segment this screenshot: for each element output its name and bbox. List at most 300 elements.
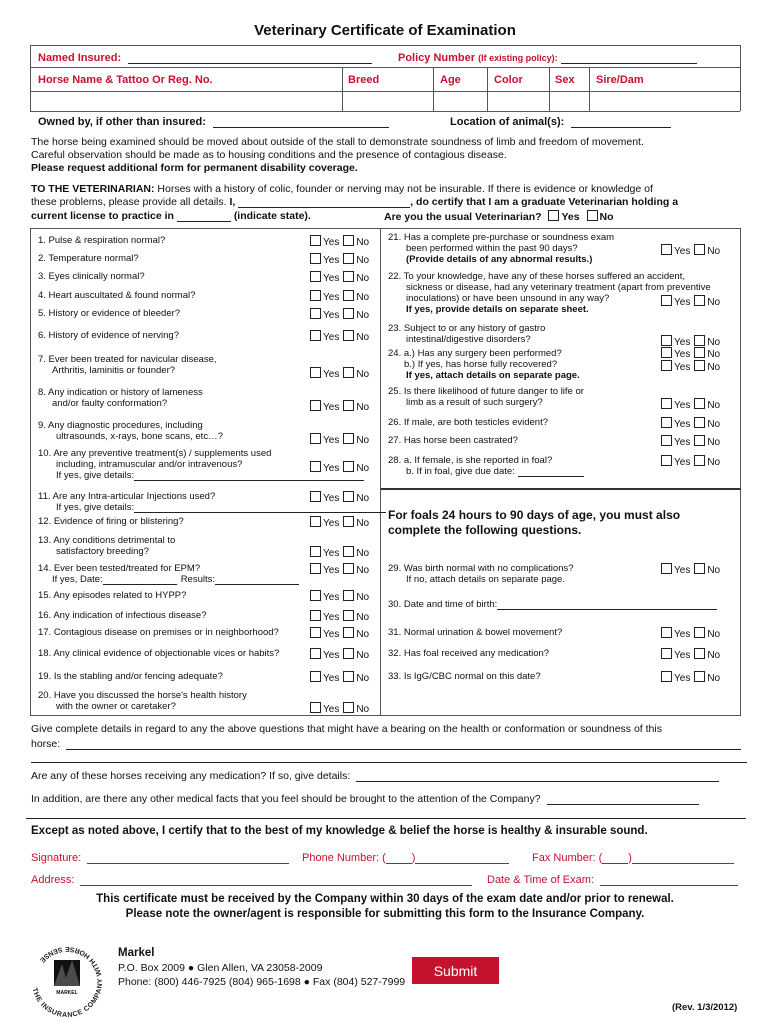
foals-heading-line-2: complete the following questions. xyxy=(388,523,582,537)
q24a-yes-no xyxy=(661,347,720,360)
details-line-1: Give complete details in regard to any the above questions that might have a bearing on the health or conformation or soundness of this xyxy=(31,723,662,735)
no-label: No xyxy=(707,565,721,576)
certify-divider xyxy=(26,818,746,819)
q23-yes-checkbox[interactable] xyxy=(661,335,672,346)
q7-yes-checkbox[interactable] xyxy=(310,367,321,378)
col-age: Age xyxy=(440,74,461,86)
table-row-divider xyxy=(30,91,740,92)
q31-no-checkbox[interactable] xyxy=(694,627,705,638)
address-line xyxy=(80,885,472,886)
q13-yes-no xyxy=(310,546,369,559)
yes-label: Yes xyxy=(323,292,340,303)
table-row-divider xyxy=(30,67,740,68)
policy-number-line xyxy=(561,63,697,64)
grid-border-top xyxy=(30,228,741,229)
table-border-bottom xyxy=(30,111,740,112)
q15-yes-no xyxy=(310,590,369,603)
yes-label: Yes xyxy=(323,704,340,715)
question-24-line-3: If yes, attach details on separate page. xyxy=(406,370,580,381)
q28-yes-no xyxy=(661,455,720,468)
yes-label: Yes xyxy=(323,592,340,603)
q21-no-checkbox[interactable] xyxy=(694,244,705,255)
question-7-line-2: Arthritis, laminitis or founder? xyxy=(52,365,176,376)
q17-no-checkbox[interactable] xyxy=(343,627,354,638)
q12-yes-checkbox[interactable] xyxy=(310,516,321,527)
other-facts-field[interactable] xyxy=(31,793,699,805)
q29-no-checkbox[interactable] xyxy=(694,563,705,574)
no-label: No xyxy=(599,211,614,223)
q32-no-checkbox[interactable] xyxy=(694,648,705,659)
q18-yes-no xyxy=(310,648,369,661)
q24b-yes-checkbox[interactable] xyxy=(661,360,672,371)
yes-label: Yes xyxy=(323,369,340,380)
no-label: No xyxy=(356,402,370,413)
q5-yes-no xyxy=(310,308,369,321)
certify-statement: Except as noted above, I certify that to the best of my knowledge & belief the horse is healthy & insurable sound. xyxy=(31,825,648,837)
col-breed: Breed xyxy=(348,74,380,86)
question-8-line-1: 8. Any indication or history of lameness xyxy=(38,387,203,398)
yes-label: Yes xyxy=(323,565,340,576)
yes-label: Yes xyxy=(323,463,340,474)
question-15: 15. Any episodes related to HYPP? xyxy=(38,590,187,601)
col-divider xyxy=(342,67,343,111)
no-label: No xyxy=(356,518,370,529)
question-6: 6. History of evidence of nerving? xyxy=(38,330,179,341)
question-19: 19. Is the stabling and/or fencing adequate? xyxy=(38,671,223,682)
no-label: No xyxy=(707,337,721,348)
q1-yes-no xyxy=(310,235,369,248)
question-9-line-1: 9. Any diagnostic procedures, including xyxy=(38,420,203,431)
company-name: Markel xyxy=(118,947,155,959)
q19-no-checkbox[interactable] xyxy=(343,671,354,682)
no-label: No xyxy=(356,493,370,504)
q8-yes-checkbox[interactable] xyxy=(310,400,321,411)
q27-no-checkbox[interactable] xyxy=(694,435,705,446)
question-28-line-1: 28. a. If female, is she reported in foal? xyxy=(388,455,553,466)
q4-yes-checkbox[interactable] xyxy=(310,290,321,301)
col-horse-name: Horse Name & Tattoo Or Reg. No. xyxy=(38,74,213,86)
signature-field[interactable] xyxy=(31,852,289,864)
usual-vet-no-checkbox[interactable] xyxy=(587,210,598,221)
yes-label: Yes xyxy=(674,629,691,640)
question-27: 27. Has horse been castrated? xyxy=(388,435,518,446)
q2-yes-checkbox[interactable] xyxy=(310,253,321,264)
yes-label: Yes xyxy=(674,419,691,430)
q24b-no-checkbox[interactable] xyxy=(694,360,705,371)
question-13-line-1: 13. Any conditions detrimental to xyxy=(38,535,176,546)
col-divider xyxy=(487,67,488,111)
no-label: No xyxy=(356,310,370,321)
question-3: 3. Eyes clinically normal? xyxy=(38,271,145,282)
q23-no-checkbox[interactable] xyxy=(694,335,705,346)
question-21-line-2: been performed within the past 90 days? xyxy=(406,243,578,254)
q33-yes-checkbox[interactable] xyxy=(661,671,672,682)
q7-yes-no xyxy=(310,367,369,380)
question-13 xyxy=(38,535,175,557)
question-29-line-2: If no, attach details on separate page. xyxy=(406,574,565,585)
q15-no-checkbox[interactable] xyxy=(343,590,354,601)
q9-yes-no xyxy=(310,433,369,446)
yes-label: Yes xyxy=(323,629,340,640)
policy-number-label: Policy Number xyxy=(398,52,476,64)
foals-heading-line-1: For foals 24 hours to 90 days of age, you must also xyxy=(388,508,681,522)
q20-yes-checkbox[interactable] xyxy=(310,702,321,713)
question-21-line-1: 21. Has a complete pre-purchase or soundness exam xyxy=(388,232,615,243)
owned-by-label: Owned by, if other than insured: xyxy=(38,116,206,128)
question-21 xyxy=(388,232,614,265)
question-30-label: 30. Date and time of birth: xyxy=(388,599,498,610)
yes-label: Yes xyxy=(674,349,691,360)
policy-number-field[interactable] xyxy=(398,52,697,64)
yes-label: Yes xyxy=(323,493,340,504)
yes-label: Yes xyxy=(674,297,691,308)
q21-yes-no xyxy=(661,244,720,257)
yes-label: Yes xyxy=(674,437,691,448)
col-divider xyxy=(589,67,590,111)
vet-name-line[interactable] xyxy=(238,207,410,208)
usual-vet-question xyxy=(384,210,614,223)
q9-yes-checkbox[interactable] xyxy=(310,433,321,444)
fax-field[interactable] xyxy=(532,852,734,864)
owned-by-line xyxy=(213,127,389,128)
yes-label: Yes xyxy=(323,548,340,559)
question-7-line-1: 7. Ever been treated for navicular disease, xyxy=(38,354,217,365)
address-label: Address: xyxy=(31,874,75,886)
due-date-line[interactable] xyxy=(518,476,584,477)
q17-yes-no xyxy=(310,627,369,640)
no-label: No xyxy=(707,437,721,448)
q5-yes-checkbox[interactable] xyxy=(310,308,321,319)
no-label: No xyxy=(707,673,721,684)
question-24-line-2: b.) If yes, has horse fully recovered? xyxy=(404,359,558,370)
question-9 xyxy=(38,420,223,442)
q12-no-checkbox[interactable] xyxy=(343,516,354,527)
yes-label: Yes xyxy=(674,565,691,576)
no-label: No xyxy=(707,650,721,661)
intro-line-3: Please request additional form for permanent disability coverage. xyxy=(31,162,358,174)
q24b-yes-no xyxy=(661,360,720,373)
q11-yes-checkbox[interactable] xyxy=(310,491,321,502)
table-border-right xyxy=(740,45,741,111)
q29-yes-checkbox[interactable] xyxy=(661,563,672,574)
birth-date-line[interactable] xyxy=(497,609,717,610)
question-8-line-2: and/or faulty conformation? xyxy=(52,398,168,409)
no-label: No xyxy=(356,673,370,684)
yes-label: Yes xyxy=(323,518,340,529)
yes-label: Yes xyxy=(323,237,340,248)
vet-line-2 xyxy=(31,196,678,208)
yes-label: Yes xyxy=(323,402,340,413)
medication-line xyxy=(356,781,719,782)
question-28-line-2: b. If in foal, give due date: xyxy=(406,466,515,477)
yes-label: Yes xyxy=(323,435,340,446)
q16-yes-no xyxy=(310,610,369,623)
epm-date-line[interactable] xyxy=(103,584,177,585)
question-10-line-1: 10. Are any preventive treatment(s) / supplements used xyxy=(38,448,272,459)
q3-no-checkbox[interactable] xyxy=(343,271,354,282)
address-field[interactable] xyxy=(31,874,472,886)
q2-no-checkbox[interactable] xyxy=(343,253,354,264)
question-13-line-2: satisfactory breeding? xyxy=(56,546,149,557)
foals-divider xyxy=(381,488,741,490)
no-label: No xyxy=(356,650,370,661)
q3-yes-checkbox[interactable] xyxy=(310,271,321,282)
yes-label: Yes xyxy=(323,273,340,284)
q2-yes-no xyxy=(310,253,369,266)
q9-no-checkbox[interactable] xyxy=(343,433,354,444)
q32-yes-no xyxy=(661,648,720,661)
vet-line-3 xyxy=(31,210,311,222)
question-14 xyxy=(38,563,299,585)
q32-yes-checkbox[interactable] xyxy=(661,648,672,659)
q10-yes-checkbox[interactable] xyxy=(310,461,321,472)
q31-yes-no xyxy=(661,627,720,640)
q15-yes-checkbox[interactable] xyxy=(310,590,321,601)
fax-label: Fax Number: ( xyxy=(532,852,603,864)
no-label: No xyxy=(707,362,721,373)
question-30 xyxy=(388,599,717,610)
question-29-line-1: 29. Was birth normal with no complications? xyxy=(388,563,574,574)
q21-yes-checkbox[interactable] xyxy=(661,244,672,255)
question-22-line-1: 22. To your knowledge, have any of these horses suffered an accident, xyxy=(388,271,685,282)
q25-yes-checkbox[interactable] xyxy=(661,398,672,409)
q4-no-checkbox[interactable] xyxy=(343,290,354,301)
col-sire-dam: Sire/Dam xyxy=(596,74,644,86)
q26-no-checkbox[interactable] xyxy=(694,417,705,428)
vet-line-1: Horses with a history of colic, founder or nerving may not be insurable. If there is evidence or knowledge of xyxy=(157,183,653,195)
company-address: P.O. Box 2009 ● Glen Allen, VA 23058-2009 xyxy=(118,962,323,974)
question-21-line-3: (Provide details of any abnormal results.) xyxy=(406,254,593,265)
yes-label: Yes xyxy=(323,612,340,623)
question-10-details-line[interactable] xyxy=(134,480,364,481)
q28-no-checkbox[interactable] xyxy=(694,455,705,466)
q31-yes-checkbox[interactable] xyxy=(661,627,672,638)
yes-label: Yes xyxy=(323,650,340,661)
no-label: No xyxy=(707,297,721,308)
q17-yes-checkbox[interactable] xyxy=(310,627,321,638)
yes-label: Yes xyxy=(674,246,691,257)
question-32: 32. Has foal received any medication? xyxy=(388,648,550,659)
no-label: No xyxy=(356,548,370,559)
q24a-yes-checkbox[interactable] xyxy=(661,347,672,358)
no-label: No xyxy=(356,255,370,266)
no-label: No xyxy=(707,400,721,411)
q6-yes-checkbox[interactable] xyxy=(310,330,321,341)
question-24-line-1: 24. a.) Has any surgery been performed? xyxy=(388,348,562,359)
q26-yes-checkbox[interactable] xyxy=(661,417,672,428)
q1-yes-checkbox[interactable] xyxy=(310,235,321,246)
no-label: No xyxy=(356,704,370,715)
exam-date-field[interactable] xyxy=(487,874,738,886)
q18-yes-checkbox[interactable] xyxy=(310,648,321,659)
vet-line-2b: I, xyxy=(229,196,236,208)
no-label: No xyxy=(707,457,721,468)
question-7 xyxy=(38,354,217,376)
q19-yes-checkbox[interactable] xyxy=(310,671,321,682)
yes-label: Yes xyxy=(323,310,340,321)
details-horse-field[interactable] xyxy=(31,738,741,750)
phone-number-line xyxy=(415,863,509,864)
yes-label: Yes xyxy=(674,673,691,684)
q16-yes-checkbox[interactable] xyxy=(310,610,321,621)
question-33: 33. Is IgG/CBC normal on this date? xyxy=(388,671,541,682)
phone-area-line xyxy=(386,863,412,864)
question-20 xyxy=(38,690,247,712)
no-label: No xyxy=(356,332,370,343)
q14-yes-checkbox[interactable] xyxy=(310,563,321,574)
no-label: No xyxy=(356,292,370,303)
vet-line-3a: current license to practice in xyxy=(31,210,174,222)
medication-label: Are any of these horses receiving any medication? If so, give details: xyxy=(31,770,351,782)
vet-line-2a: these problems, please provide all details. xyxy=(31,196,227,208)
q13-no-checkbox[interactable] xyxy=(343,546,354,557)
no-label: No xyxy=(356,565,370,576)
location-line xyxy=(571,127,671,128)
medication-field[interactable] xyxy=(31,770,719,782)
q13-yes-checkbox[interactable] xyxy=(310,546,321,557)
notice-line-1: This certificate must be received by the Company within 30 days of the exam date and/or prior to renewal. xyxy=(96,893,674,905)
question-16: 16. Any indication of infectious disease? xyxy=(38,610,207,621)
question-23-line-2: intestinal/digestive disorders? xyxy=(406,334,531,345)
q6-yes-no xyxy=(310,330,369,343)
phone-field[interactable] xyxy=(302,852,509,864)
question-11-line-1: 11. Are any Intra-articular Injections used? xyxy=(38,491,216,502)
no-label: No xyxy=(707,629,721,640)
question-28 xyxy=(388,455,584,477)
q22-yes-no xyxy=(661,295,720,308)
q33-no-checkbox[interactable] xyxy=(694,671,705,682)
license-state-line[interactable] xyxy=(177,221,231,222)
owned-by-field[interactable] xyxy=(38,116,389,128)
usual-vet-label: Are you the usual Veterinarian? xyxy=(384,211,542,223)
no-label: No xyxy=(707,349,721,360)
q14-no-checkbox[interactable] xyxy=(343,563,354,574)
question-9-line-2: ultrasounds, x-rays, bone scans, etc…? xyxy=(56,431,223,442)
vet-line-2c: , do certify that I am a graduate Veterinarian holding a xyxy=(410,196,679,208)
col-sex: Sex xyxy=(555,74,575,86)
q11-no-checkbox[interactable] xyxy=(343,491,354,502)
q20-no-checkbox[interactable] xyxy=(343,702,354,713)
q27-yes-checkbox[interactable] xyxy=(661,435,672,446)
q7-no-checkbox[interactable] xyxy=(343,367,354,378)
phone-close: ) xyxy=(411,852,416,864)
q19-yes-no xyxy=(310,671,369,684)
q8-yes-no xyxy=(310,400,369,413)
q6-no-checkbox[interactable] xyxy=(343,330,354,341)
page-title: Veterinary Certificate of Examination xyxy=(254,22,516,39)
question-22-line-3: inoculations) or have been unsound in any way? xyxy=(406,293,610,304)
company-phone: Phone: (800) 446-7925 (804) 965-1698 ● Fax (804) 527-7999 xyxy=(118,976,406,988)
yes-label: Yes xyxy=(674,362,691,373)
question-31: 31. Normal urination & bowel movement? xyxy=(388,627,563,638)
question-20-line-1: 20. Have you discussed the horse's health history xyxy=(38,690,247,701)
question-22-line-4: If yes, provide details on separate sheet. xyxy=(406,304,589,315)
question-11-line-2: If yes, give details: xyxy=(56,502,135,513)
q26-yes-no xyxy=(661,417,720,430)
fax-number-line xyxy=(632,863,734,864)
intro-line-2: Careful observation should be made as to housing conditions and the presence of contagious disease. xyxy=(31,149,507,161)
vet-label: TO THE VETERINARIAN: xyxy=(31,183,155,195)
col-divider xyxy=(549,67,550,111)
q33-yes-no xyxy=(661,671,720,684)
q27-yes-no xyxy=(661,435,720,448)
q12-yes-no xyxy=(310,516,369,529)
q18-no-checkbox[interactable] xyxy=(343,648,354,659)
vet-line-3b: (indicate state). xyxy=(233,210,311,222)
revision-date: (Rev. 1/3/2012) xyxy=(672,1002,738,1013)
grid-divider xyxy=(380,228,381,715)
q29-yes-no xyxy=(661,563,720,576)
fax-close: ) xyxy=(628,852,632,864)
details-extra-line[interactable] xyxy=(31,762,747,763)
q1-no-checkbox[interactable] xyxy=(343,235,354,246)
other-facts-label: In addition, are there any other medical facts that you feel should be brought to the attention of the Company? xyxy=(31,793,541,805)
no-label: No xyxy=(707,419,721,430)
q4-yes-no xyxy=(310,290,369,303)
q10-no-checkbox[interactable] xyxy=(343,461,354,472)
location-field[interactable] xyxy=(450,116,671,128)
fax-area-line xyxy=(602,863,628,864)
q28-yes-checkbox[interactable] xyxy=(661,455,672,466)
seal-icon xyxy=(22,934,112,1024)
question-22-line-2: sickness or disease, had any veterinary treatment (apart from preventive xyxy=(406,282,711,293)
intro-line-1: The horse being examined should be moved about outside of the stall to demonstrate soundness of limb and freedom of movement. xyxy=(31,136,644,148)
q5-no-checkbox[interactable] xyxy=(343,308,354,319)
details-horse-line xyxy=(66,749,741,750)
question-11-details-line[interactable] xyxy=(134,512,386,513)
question-25-line-1: 25. Is there likelihood of future danger to life or xyxy=(388,386,584,397)
question-29 xyxy=(388,563,574,585)
named-insured-field[interactable] xyxy=(38,52,372,64)
question-5: 5. History or evidence of bleeder? xyxy=(38,308,181,319)
named-insured-line xyxy=(128,63,372,64)
yes-label: Yes xyxy=(323,673,340,684)
no-label: No xyxy=(356,237,370,248)
submit-button[interactable]: Submit xyxy=(412,957,499,984)
yes-label: Yes xyxy=(323,255,340,266)
q22-no-checkbox[interactable] xyxy=(694,295,705,306)
grid-border-right xyxy=(740,228,741,715)
details-horse-label: horse: xyxy=(31,738,61,750)
yes-label: Yes xyxy=(561,211,580,223)
q10-yes-no xyxy=(310,461,369,474)
q8-no-checkbox[interactable] xyxy=(343,400,354,411)
no-label: No xyxy=(707,246,721,257)
q25-yes-no xyxy=(661,398,720,411)
no-label: No xyxy=(356,592,370,603)
epm-results-line[interactable] xyxy=(215,584,299,585)
svg-text:THE INSURANCE COMPANY WITH HOR: THE INSURANCE COMPANY WITH HORSE SENSE xyxy=(30,944,105,1020)
question-14-line-3: Results: xyxy=(180,574,216,585)
question-25-line-2: limb as a result of such surgery? xyxy=(406,397,543,408)
exam-date-label: Date & Time of Exam: xyxy=(487,874,594,886)
no-label: No xyxy=(356,629,370,640)
yes-label: Yes xyxy=(323,332,340,343)
question-14-line-2: If yes, Date: xyxy=(52,574,103,585)
yes-label: Yes xyxy=(674,337,691,348)
q22-yes-checkbox[interactable] xyxy=(661,295,672,306)
q25-no-checkbox[interactable] xyxy=(694,398,705,409)
question-23 xyxy=(388,323,545,345)
q16-no-checkbox[interactable] xyxy=(343,610,354,621)
question-25 xyxy=(388,386,584,408)
question-20-line-2: with the owner or caretaker? xyxy=(56,701,176,712)
usual-vet-yes-checkbox[interactable] xyxy=(548,210,559,221)
q24a-no-checkbox[interactable] xyxy=(694,347,705,358)
question-8 xyxy=(38,387,203,409)
no-label: No xyxy=(356,435,370,446)
q14-yes-no xyxy=(310,563,369,576)
